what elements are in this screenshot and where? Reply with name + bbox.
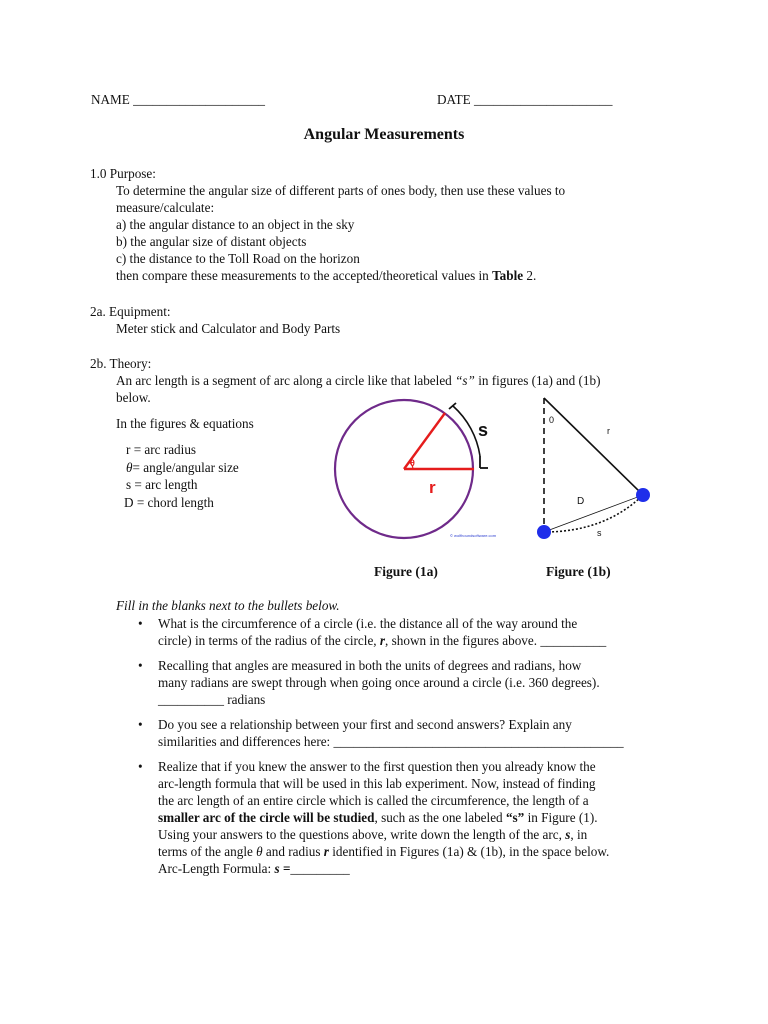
page-title: Angular Measurements: [303, 126, 465, 143]
question-relationship: • Do you see a relationship between your first and second answers? Explain any similarities and differences here: ____________________________________________: [138, 717, 624, 749]
purpose-item-b: b) the angular size of distant objects: [116, 234, 307, 249]
equipment-section: [90, 303, 340, 337]
fig1b-s-label: s: [597, 528, 602, 538]
purpose-line2: measure/calculate:: [116, 200, 215, 215]
chord-line: [544, 495, 643, 532]
question-radians: • Recalling that angles are measured in both the units of degrees and radians, how many radians are swept through when going once around a circle (i.e. 360 degrees). __________ radians: [138, 658, 600, 707]
bob-right: [636, 488, 650, 502]
figure-1b: [525, 396, 665, 546]
question-circumference: • What is the circumference of a circle (i.e. the distance all of the way around the circle) in terms of the radius of the circle, r, shown in the figures above. __________: [138, 616, 607, 648]
arc-dimension: [453, 406, 480, 456]
def-theta: θ= angle/angular size: [126, 459, 239, 475]
theory-intro: In the figures & equations: [116, 416, 254, 431]
theory-line2: below.: [116, 390, 151, 405]
fig1b-zero-label: 0: [549, 415, 555, 425]
formula-blank[interactable]: _________: [290, 861, 350, 876]
purpose-item-c: c) the distance to the Toll Road on the horizon: [116, 251, 360, 266]
fig1b-r-label: r: [607, 426, 610, 436]
question-list: [134, 615, 694, 885]
date-field: [437, 91, 612, 108]
arc-length-formula: Arc-Length Formula: s =_________: [158, 861, 350, 876]
fig1b-D-label: D: [577, 496, 585, 507]
question-arc-length: • Realize that if you knew the answer to the first question then you already know the arc-length formula that will be used in this lab experiment. Now, instead of finding the arc length of an entire circle which is called the circumference, the length of a smaller arc of the circle will be studied, such as the one labeled “s” in Figure (1). Using your answers to the questions above, write down the length of the arc, s, in terms of the angle θ and radius r identified in Figures (1a) & (1b), in the space below. Arc-Length Formula: s =_________: [134, 758, 694, 877]
bob-bottom: [537, 525, 551, 539]
name-label: NAME: [91, 92, 130, 107]
figure-1b-caption: Figure (1b): [546, 564, 611, 579]
purpose-heading: 1.0 Purpose:: [90, 166, 156, 181]
bullet-icon: •: [138, 717, 143, 732]
bullet-icon: •: [138, 616, 143, 631]
name-field: [91, 91, 265, 108]
fig1a-s-label: s: [478, 420, 489, 440]
purpose-line1: To determine the angular size of different parts of ones body, then use these values to: [116, 183, 566, 198]
figure-1a-caption: Figure (1a): [374, 564, 438, 579]
figure-1a: [322, 396, 512, 546]
theory-line1: An arc length is a segment of arc along a circle like that labeled “s” in figures (1a) and (1b): [116, 373, 601, 388]
date-blank[interactable]: _____________________: [474, 92, 613, 107]
equipment-heading: 2a. Equipment:: [90, 304, 171, 319]
date-label: DATE: [437, 92, 471, 107]
fig1a-credit: © wolfhoundsoftware.com: [450, 533, 497, 538]
bullet-icon: •: [138, 759, 143, 774]
equipment-line: Meter stick and Calculator and Body Parts: [116, 321, 341, 336]
bullet-icon: •: [138, 658, 143, 673]
theory-heading: 2b. Theory:: [90, 356, 152, 371]
def-chord: D = chord length: [124, 494, 214, 510]
def-radius: r = arc radius: [126, 442, 197, 457]
fig1a-theta-label: θ: [410, 458, 415, 468]
fill-in-intro: Fill in the blanks next to the bullets below.: [116, 598, 340, 613]
purpose-item-a: a) the angular distance to an object in the sky: [116, 217, 355, 232]
purpose-compare: then compare these measurements to the accepted/theoretical values in Table 2.: [116, 268, 537, 283]
fig1a-r-label: r: [429, 478, 436, 497]
def-arc-length: s = arc length: [126, 477, 198, 492]
definitions-list: [126, 441, 239, 511]
pendulum-line: [544, 398, 643, 495]
name-blank[interactable]: ____________________: [133, 92, 266, 107]
purpose-section: [90, 165, 565, 284]
